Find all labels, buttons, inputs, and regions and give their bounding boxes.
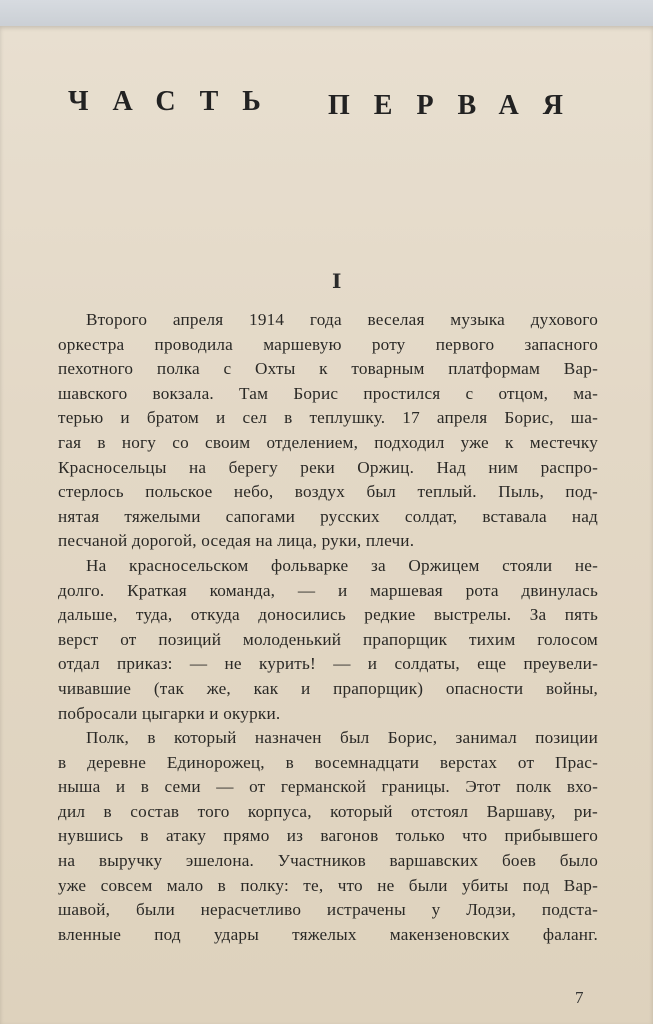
text-line: оркестра проводила маршевую роту первого запасного xyxy=(58,334,598,354)
text-line: дил в состав того корпуса, который отстоял Варшаву, ри- xyxy=(58,801,598,821)
text-line: пехотного полка с Охты к товарным платформам Вар- xyxy=(58,359,598,379)
text-line: уже совсем мало в полку: те, что не были убиты под Вар- xyxy=(58,875,598,895)
chapter-body xyxy=(58,308,618,947)
part-title-word-1: ЧАСТЬ xyxy=(68,86,285,117)
text-line: стерлось польское небо, воздух был теплый. Пыль, под- xyxy=(58,482,598,502)
part-title-word-2: ПЕРВАЯ xyxy=(328,90,587,121)
text-line: Красносельцы на берегу реки Оржиц. Над ним распро- xyxy=(58,457,598,477)
text-line: песчаной дорогой, оседая на лица, руки, плечи. xyxy=(58,531,415,551)
text-line: отдал приказ: — не курить! — и солдаты, еще преувели- xyxy=(58,654,598,674)
text-line: гая в ногу со своим отделением, подходил уже к местечку xyxy=(58,432,598,452)
book-page xyxy=(0,26,653,1024)
text-line: вленные под удары тяжелых макензеновских фаланг. xyxy=(58,924,598,944)
text-line: долго. Краткая команда, — и маршевая рота двинулась xyxy=(58,580,598,600)
text-line: шавского вокзала. Там Борис простился с отцом, ма- xyxy=(58,383,598,403)
text-line: Полк, в который назначен был Борис, занимал позиции xyxy=(86,728,598,748)
text-line: дальше, туда, откуда доносились редкие выстрелы. За пять xyxy=(58,605,598,625)
text-line: чивавшие (так же, как и прапорщик) опасности войны, xyxy=(58,678,598,698)
text-line: На красносельском фольварке за Оржицем стояли не- xyxy=(86,555,598,575)
text-line: терью и братом и сел в теплушку. 17 апреля Борис, ша- xyxy=(58,408,598,428)
text-line: побросали цыгарки и окурки. xyxy=(58,703,281,723)
page-number: 7 xyxy=(575,988,584,1007)
text-line: нятая тяжелыми сапогами русских солдат, вставала над xyxy=(58,506,598,526)
text-line: на выручку эшелона. Участников варшавских боев было xyxy=(58,851,598,871)
text-line: в деревне Единорожец, в восемнадцати верстах от Прас- xyxy=(58,752,598,772)
chapter-number: I xyxy=(332,269,342,293)
text-line: нувшись в атаку прямо из вагонов только что прибывшего xyxy=(58,826,598,846)
text-line: верст от позиций молоденький прапорщик тихим голосом xyxy=(58,629,598,649)
text-line: шавой, были нерасчетливо истрачены у Лодзи, подста- xyxy=(58,900,598,920)
text-line: Второго апреля 1914 года веселая музыка духового xyxy=(86,310,598,329)
text-line: ныша и в семи — от германской границы. Этот полк вхо- xyxy=(58,777,598,797)
